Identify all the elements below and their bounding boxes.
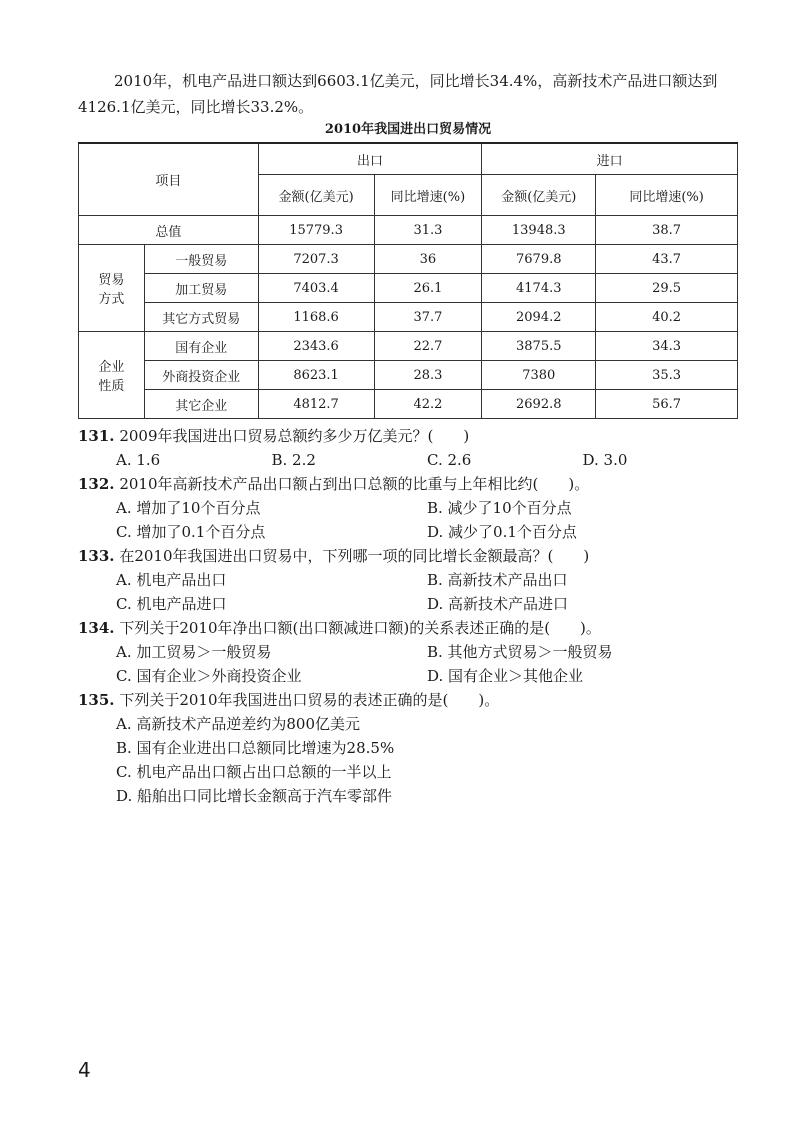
- group-label-line2: 方式: [98, 292, 125, 307]
- options-133: [78, 568, 738, 616]
- option-d[interactable]: D. 高新技术产品进口: [427, 595, 569, 613]
- option-b[interactable]: B. 其他方式贸易＞一般贸易: [427, 643, 613, 661]
- group-label-line1: 贸易: [98, 273, 125, 288]
- table-row: [79, 274, 738, 303]
- option-d[interactable]: D. 3.0: [582, 451, 628, 469]
- question-135: [78, 688, 738, 712]
- cell: 56.7: [596, 390, 738, 419]
- cell: 7679.8: [482, 245, 596, 274]
- cell: 26.1: [374, 274, 482, 303]
- cell: 15779.3: [258, 216, 374, 245]
- question-list: [78, 424, 738, 808]
- table-row: [79, 303, 738, 332]
- option-d[interactable]: D. 国有企业＞其他企业: [427, 667, 584, 685]
- header-import: 进口: [482, 143, 738, 175]
- group-label-line2: 性质: [98, 379, 125, 394]
- question-131: [78, 424, 738, 448]
- option-a[interactable]: A. 加工贸易＞一般贸易: [116, 643, 272, 661]
- cell: 38.7: [596, 216, 738, 245]
- group-label-enterprise-type: [79, 332, 145, 419]
- option-c[interactable]: C. 增加了0.1个百分点: [116, 523, 266, 541]
- cell: 13948.3: [482, 216, 596, 245]
- option-c[interactable]: C. 国有企业＞外商投资企业: [116, 667, 302, 685]
- row-label: 其它方式贸易: [144, 303, 258, 332]
- header-item: 项目: [79, 143, 259, 216]
- table-row-total: [79, 216, 738, 245]
- cell: 31.3: [374, 216, 482, 245]
- row-label: 国有企业: [144, 332, 258, 361]
- table-title: 2010年我国进出口贸易情况: [324, 122, 492, 137]
- intro-paragraph: [78, 68, 738, 120]
- cell: 7403.4: [258, 274, 374, 303]
- question-number: 133.: [78, 547, 115, 565]
- row-label: 外商投资企业: [144, 361, 258, 390]
- cell: 29.5: [596, 274, 738, 303]
- cell: 2343.6: [258, 332, 374, 361]
- cell: 37.7: [374, 303, 482, 332]
- cell: 4812.7: [258, 390, 374, 419]
- trade-table: [78, 142, 738, 419]
- option-b[interactable]: B. 减少了10个百分点: [427, 499, 572, 517]
- option-a[interactable]: A. 增加了10个百分点: [116, 499, 261, 517]
- question-text: 下列关于2010年我国进出口贸易的表述正确的是( )。: [119, 691, 500, 709]
- cell: 1168.6: [258, 303, 374, 332]
- cell: 4174.3: [482, 274, 596, 303]
- cell: 36: [374, 245, 482, 274]
- table-row: [79, 245, 738, 274]
- option-c[interactable]: C. 机电产品出口额占出口总额的一半以上: [116, 763, 392, 781]
- question-number: 134.: [78, 619, 115, 637]
- intro-text: 2010年，机电产品进口额达到6603.1亿美元，同比增长34.4%，高新技术产品进口额达到4126.1亿美元，同比增长33.2%。: [78, 72, 718, 116]
- row-label: 总值: [79, 216, 259, 245]
- row-label: 其它企业: [144, 390, 258, 419]
- cell: 42.2: [374, 390, 482, 419]
- header-import-amount: 金额(亿美元): [482, 175, 596, 216]
- question-text: 2009年我国进出口贸易总额约多少万亿美元？( ): [119, 427, 470, 445]
- option-d[interactable]: D. 减少了0.1个百分点: [427, 523, 577, 541]
- page-number: 4: [78, 1058, 91, 1082]
- cell: 40.2: [596, 303, 738, 332]
- options-132: [78, 496, 738, 544]
- cell: 34.3: [596, 332, 738, 361]
- table-row: [79, 332, 738, 361]
- question-133: [78, 544, 738, 568]
- table-row: [79, 361, 738, 390]
- question-number: 131.: [78, 427, 115, 445]
- option-d[interactable]: D. 船舶出口同比增长金额高于汽车零部件: [116, 787, 393, 805]
- row-label: 一般贸易: [144, 245, 258, 274]
- header-export-growth: 同比增速(%): [374, 175, 482, 216]
- cell: 43.7: [596, 245, 738, 274]
- question-text: 下列关于2010年净出口额(出口额减进口额)的关系表述正确的是( )。: [119, 619, 601, 637]
- cell: 22.7: [374, 332, 482, 361]
- group-label-trade-mode: [79, 245, 145, 332]
- option-b[interactable]: B. 高新技术产品出口: [427, 571, 568, 589]
- options-131: [78, 448, 738, 472]
- question-132: [78, 472, 738, 496]
- table-row: [79, 390, 738, 419]
- options-135: [78, 712, 738, 808]
- group-label-line1: 企业: [98, 360, 125, 375]
- question-text: 2010年高新技术产品出口额占到出口总额的比重与上年相比约( )。: [119, 475, 590, 493]
- options-134: [78, 640, 738, 688]
- cell: 8623.1: [258, 361, 374, 390]
- option-c[interactable]: C. 机电产品进口: [116, 595, 227, 613]
- question-134: [78, 616, 738, 640]
- header-export: 出口: [258, 143, 482, 175]
- header-import-growth: 同比增速(%): [596, 175, 738, 216]
- cell: 3875.5: [482, 332, 596, 361]
- cell: 2692.8: [482, 390, 596, 419]
- option-a[interactable]: A. 高新技术产品逆差约为800亿美元: [116, 715, 361, 733]
- question-number: 132.: [78, 475, 115, 493]
- option-b[interactable]: B. 2.2: [271, 451, 316, 469]
- cell: 35.3: [596, 361, 738, 390]
- option-a[interactable]: A. 机电产品出口: [116, 571, 227, 589]
- cell: 28.3: [374, 361, 482, 390]
- option-c[interactable]: C. 2.6: [427, 451, 472, 469]
- row-label: 加工贸易: [144, 274, 258, 303]
- cell: 7380: [482, 361, 596, 390]
- question-number: 135.: [78, 691, 115, 709]
- option-a[interactable]: A. 1.6: [116, 451, 161, 469]
- header-export-amount: 金额(亿美元): [258, 175, 374, 216]
- cell: 2094.2: [482, 303, 596, 332]
- cell: 7207.3: [258, 245, 374, 274]
- option-b[interactable]: B. 国有企业进出口总额同比增速为28.5%: [116, 739, 395, 757]
- question-text: 在2010年我国进出口贸易中，下列哪一项的同比增长金额最高？( ): [119, 547, 590, 565]
